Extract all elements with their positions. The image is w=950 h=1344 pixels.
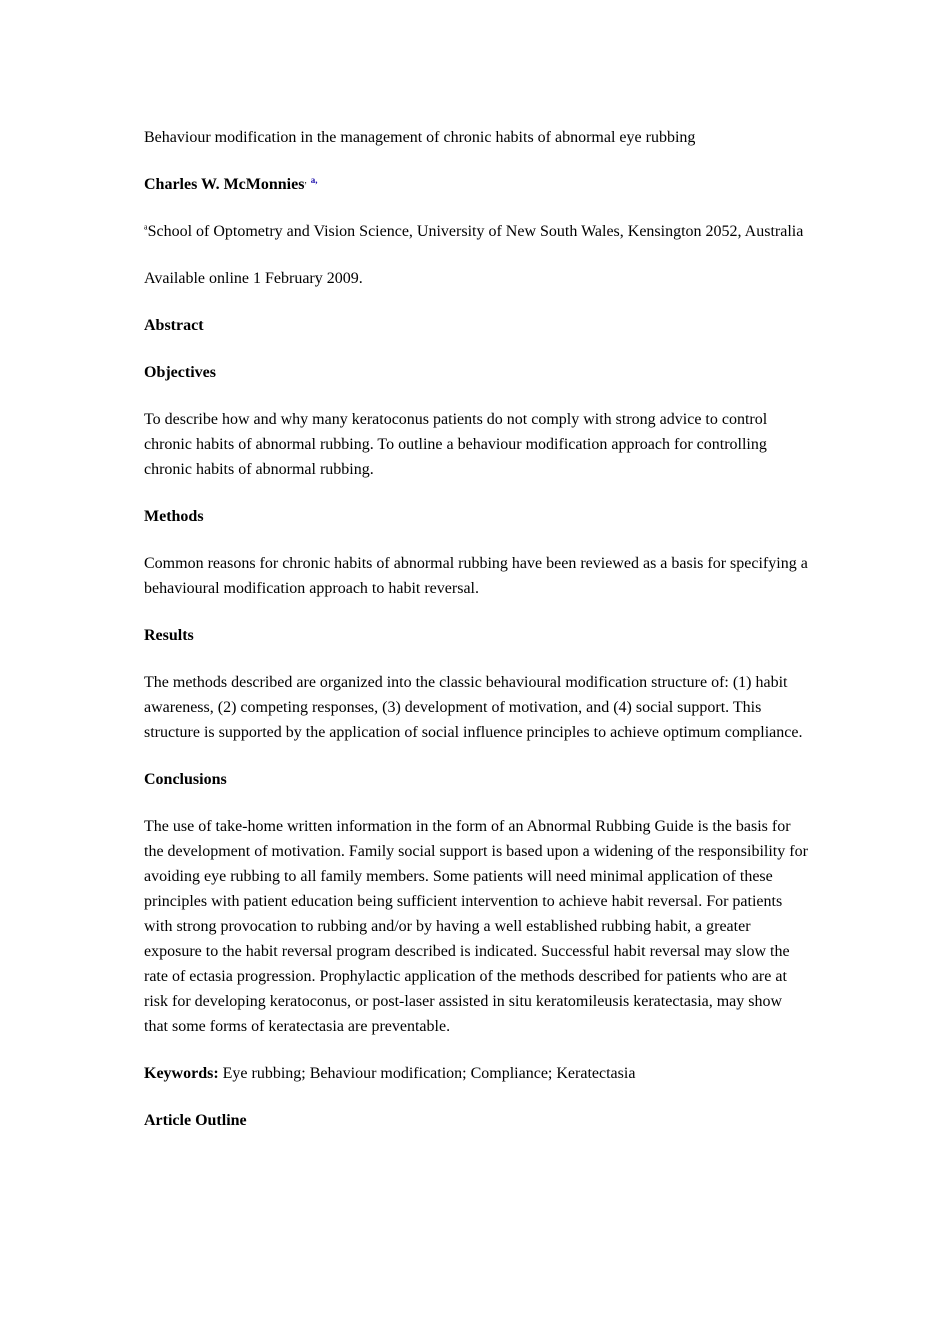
author-sup-mark: , bbox=[304, 175, 307, 185]
objectives-text: To describe how and why many keratoconus patients do not comply with strong advice to control chronic habits of abnormal rubbing. To outline a behaviour modification approach for controlling chronic habits of abnormal rubbing. bbox=[144, 411, 768, 478]
objectives-heading: Objectives bbox=[144, 364, 216, 381]
article-outline-heading: Article Outline bbox=[144, 1112, 247, 1129]
keywords-label: Keywords: bbox=[144, 1065, 219, 1082]
methods-text: Common reasons for chronic habits of abnormal rubbing have been reviewed as a basis for specifying a behavioural modification approach to habit reversal. bbox=[144, 555, 808, 597]
affiliation-marker: a bbox=[144, 222, 148, 232]
affiliation-text: School of Optometry and Vision Science, University of New South Wales, Kensington 2052, Australia bbox=[147, 223, 804, 240]
author-name: Charles W. McMonnies bbox=[144, 176, 305, 193]
affiliation bbox=[144, 219, 809, 244]
conclusions-text: The use of take-home written information in the form of an Abnormal Rubbing Guide is the basis for the development of motivation. Family social support is based upon a widening of the responsibility for avoiding eye rubbing to all family members. Some patients will need minimal application of these principles with patient education being sufficient intervention to achieve habit reversal. For patients with strong provocation to rubbing and/or by having a well established rubbing habit, a greater exposure to the habit reversal program described is indicated. Successful habit reversal may slow the rate of ectasia progression. Prophylactic application of the methods described for patients who are at risk for developing keratoconus, or post-laser assisted in situ keratomileusis keratectasia, may show that some forms of keratectasia are preventable. bbox=[144, 818, 808, 1035]
article-page bbox=[144, 125, 809, 1155]
results-text: The methods described are organized into the classic behavioural modification structure of: (1) habit awareness, (2) competing responses, (3) development of motivation, and (4) social support. This structure is supported by the application of social influence principles to achieve optimum compliance. bbox=[144, 674, 803, 741]
article-title: Behaviour modification in the management of chronic habits of abnormal eye rubbing bbox=[144, 129, 696, 146]
abstract-heading: Abstract bbox=[144, 317, 204, 334]
available-online: Available online 1 February 2009. bbox=[144, 270, 363, 287]
methods-heading: Methods bbox=[144, 508, 204, 525]
author-line bbox=[144, 172, 809, 197]
conclusions-heading: Conclusions bbox=[144, 771, 227, 788]
keywords bbox=[144, 1061, 809, 1086]
results-heading: Results bbox=[144, 627, 194, 644]
affiliation-link[interactable]: a, bbox=[310, 175, 318, 185]
keywords-text: Eye rubbing; Behaviour modification; Compliance; Keratectasia bbox=[218, 1065, 636, 1082]
